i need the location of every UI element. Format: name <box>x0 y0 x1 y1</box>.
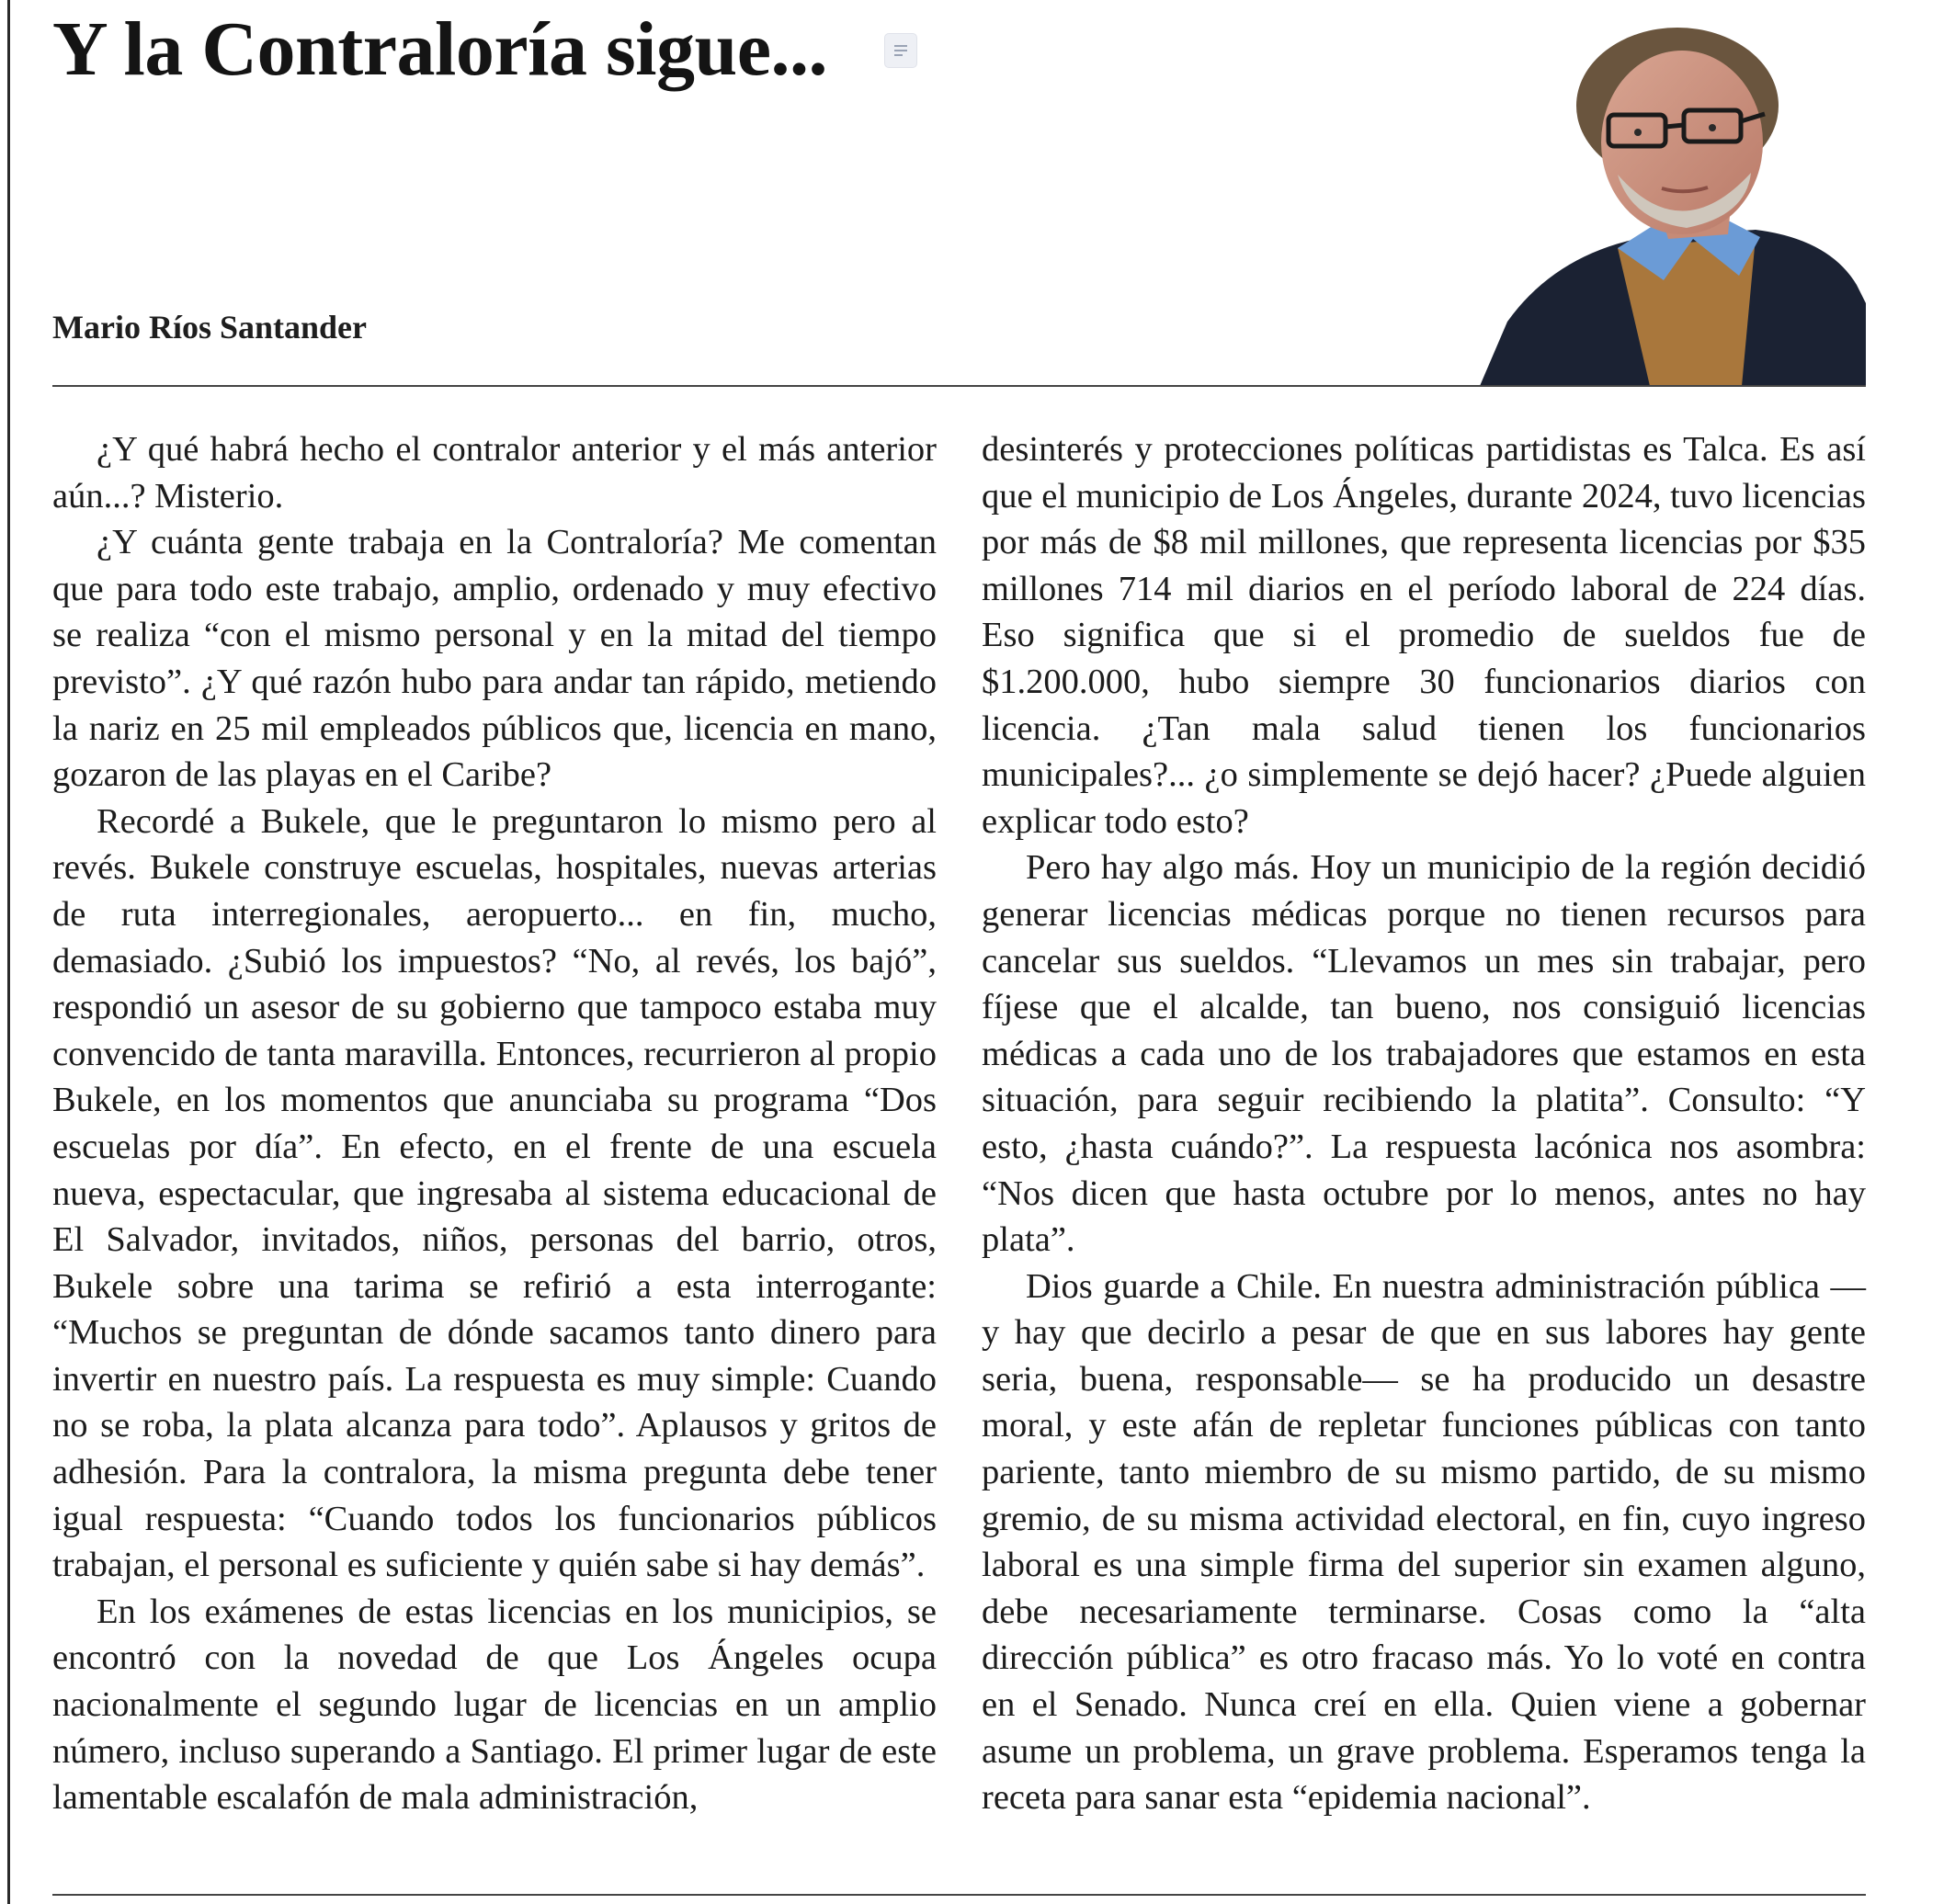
author-portrait <box>1480 18 1866 386</box>
article-column-right <box>982 426 1866 1821</box>
paragraph: Recordé a Bukele, que le preguntaron lo mismo pero al revés. Bukele construye escuelas, hospitales, nuevas arterias de ruta interregionales, aeropuerto... en fin, mucho, demasiado. ¿Subió los impuestos? “No, al revés, los bajó”, respondió un asesor de su gobierno que tampoco estaba muy convencido de tanta maravilla. Entonces, recurrieron al propio Bukele, en los momentos que anunciaba su programa “Dos escuelas por día”. En efecto, en el frente de una escuela nueva, espectacular, que ingresaba al sistema educacional de El Salvador, invitados, niños, personas del barrio, otros, Bukele sobre una tarima se refirió a esta interrogante: “Muchos se preguntan de dónde sacamos tanto dinero para invertir en nuestro país. La respuesta es muy simple: Cuando no se roba, la plata alcanza para todo”. Aplausos y gritos de adhesión. Para la contralora, la misma pregunta debe tener igual respuesta: “Cuando todos los funcionarios públicos trabajan, el personal es suficiente y quién sabe si hay demás”. <box>52 801 937 1585</box>
page-left-rule <box>7 0 10 1904</box>
paragraph: ¿Y cuánta gente trabaja en la Contraloría? Me comentan que para todo este trabajo, amplio, ordenado y muy efectivo se realiza “con el mismo personal y en la mitad del tiempo previsto”. ¿Y qué razón hubo para andar tan rápido, metiendo la nariz en 25 mil empleados públicos que, licencia en mano, gozaron de las playas en el Caribe? <box>52 523 937 795</box>
article-column-left <box>52 426 937 1821</box>
paragraph: ¿Y qué habrá hecho el contralor anterior y el más anterior aún...? Misterio. <box>52 430 937 516</box>
paragraph: En los exámenes de estas licencias en los municipios, se encontró con la novedad de que Los Ángeles ocupa nacionalmente el segundo lugar de licencias en un amplio número, incluso superando a Santiago. El primer lugar de este lamentable escalafón de mala administración, <box>52 1592 937 1818</box>
paragraph: desinterés y protecciones políticas partidistas es Talca. Es así que el municipio de Los Ángeles, durante 2024, tuvo licencias por más de $8 mil millones, que representa licencias por $35 millones 714 mil diarios en el período laboral de 224 días. Eso significa que si el promedio de sueldos fue de $1.200.000, hubo siempre 30 funcionarios diarios con licencia. ¿Tan mala salud tienen los funcionarios municipales?... ¿o simplemente se dejó hacer? ¿Puede alguien explicar todo esto? <box>982 430 1866 841</box>
article-title: Y la Contraloría sigue... <box>52 6 828 92</box>
note-lines-icon <box>892 42 909 59</box>
paragraph: Dios guarde a Chile. En nuestra administración pública —y hay que decirlo a pesar de que en sus labores hay gente seria, buena, responsable— se ha producido un desastre moral, y este afán de repletar funciones públicas con tanto pariente, tanto miembro de su mismo partido, de su mismo gremio, de su misma actividad electoral, en fin, cuyo ingreso laboral es una simple firma del superior sin examen alguno, debe necesariamente terminarse. Cosas como la “alta dirección pública” es otro fracaso más. Yo lo voté en contra en el Senado. Nunca creí en ella. Quien viene a gobernar asume un problema, un grave problema. Esperamos tenga la receta para sanar esta “epidemia nacional”. <box>982 1266 1866 1818</box>
author-byline: Mario Ríos Santander <box>52 309 367 346</box>
paragraph: Pero hay algo más. Hoy un municipio de la región decidió generar licencias médicas porque no tienen recursos para cancelar sus sueldos. “Llevamos un mes sin trabajar, pero fíjese que el alcalde, tan bueno, nos consiguió licencias médicas a cada uno de los trabajadores que estamos en esta situación, para seguir recibiendo la platita”. Consulto: “Y esto, ¿hasta cuándo?”. La respuesta lacónica nos asombra: “Nos dicen que hasta octubre por lo menos, antes no hay plata”. <box>982 848 1866 1260</box>
footer-divider <box>52 1894 1866 1896</box>
note-icon[interactable] <box>884 33 917 68</box>
header-divider <box>52 385 1866 387</box>
